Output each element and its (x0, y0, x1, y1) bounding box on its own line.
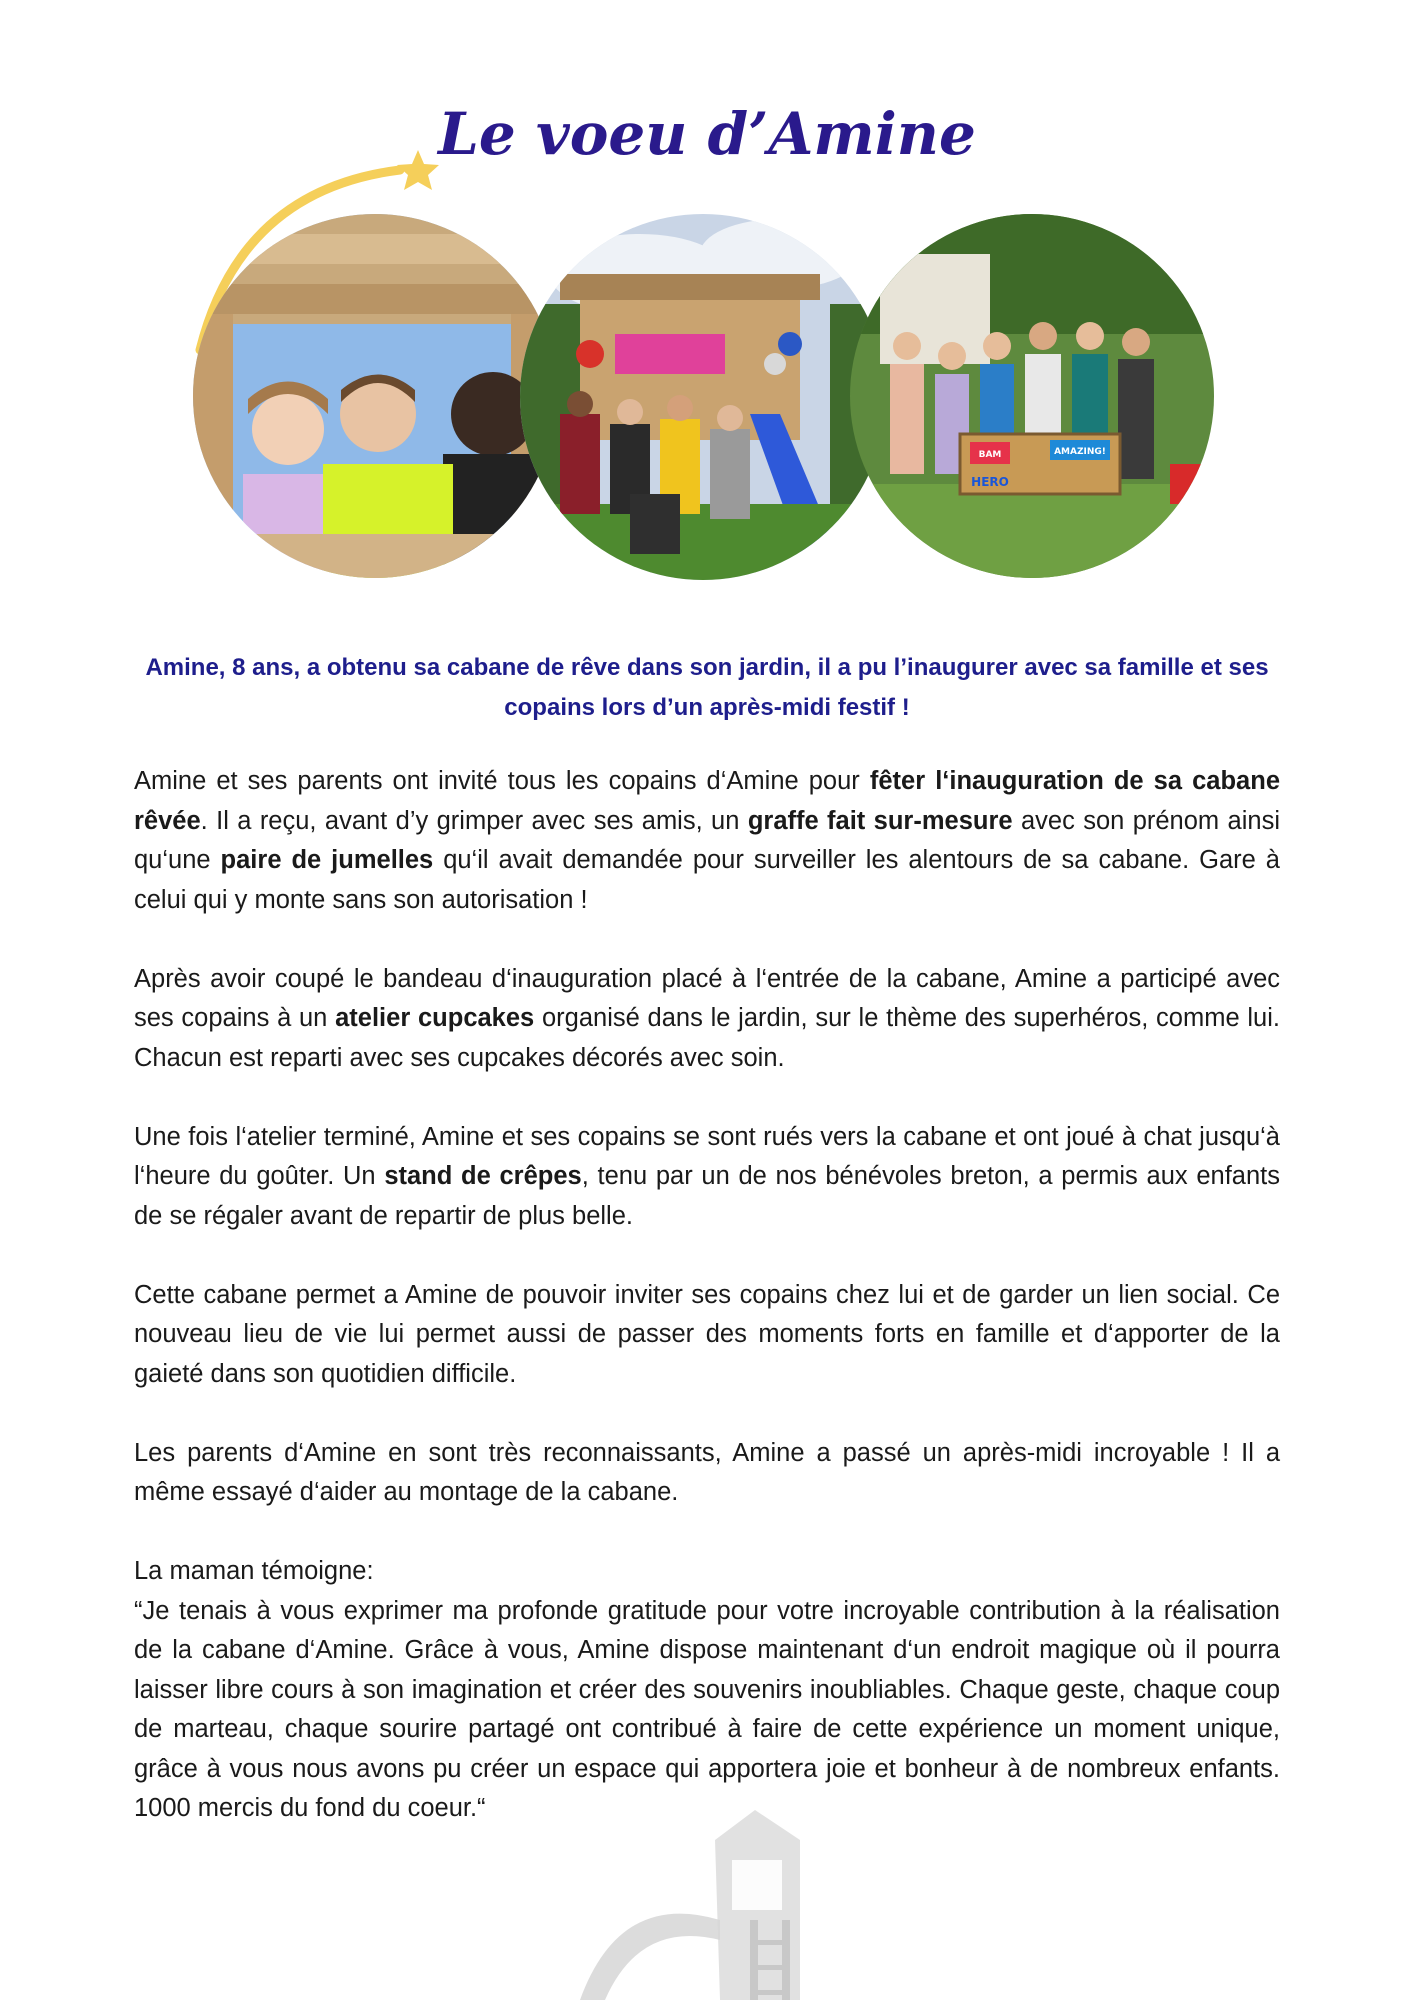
photo-kids-graffiti-sign (850, 214, 1214, 578)
highlight-jumelles: paire de jumelles (220, 846, 434, 874)
highlight-graffe: graffe fait sur-mesure (747, 806, 1013, 835)
text-segment: , tenu par un de nos bénévoles breton, a permis aux enfants de se régaler avant de repartir de plus belle. (134, 1162, 1280, 1230)
sign-bam: BAM (978, 450, 1002, 460)
text-segment: avec son prénom ainsi qu‘une (134, 806, 1280, 874)
testimony-intro: La maman témoigne: (134, 1557, 374, 1585)
photo-group-cabane-slide (520, 214, 886, 580)
highlight-atelier-cupcakes: atelier cupcakes (335, 1004, 535, 1032)
photo-amine-cabane-window (193, 214, 557, 578)
text-segment: organisé dans le jardin, sur le thème des superhéros, comme lui. Chacun est reparti avec ses cupcakes décorés avec soin. (134, 1004, 1280, 1072)
text-segment: Après avoir coupé le bandeau d‘inauguration placé à l‘entrée de la cabane, Amine a participé avec ses copains à un (134, 964, 1280, 1032)
page-title: Le voeu d’Amine (438, 100, 976, 168)
photo-collage (0, 150, 1414, 630)
paragraph-parents: Les parents d‘Amine en sont très reconnaissants, Amine a passé un après-midi incroyable ! Il a même essayé d‘aider au montage de la cabane. (134, 1438, 1280, 1506)
cabane-slide-watermark-icon (560, 1800, 860, 2000)
paragraph-crepes (134, 1118, 1280, 1237)
highlight-stand-crepes: stand de crêpes (384, 1162, 582, 1190)
paragraph-testimony (134, 1552, 1280, 1829)
highlight-inauguration: fêter l‘inauguration de sa cabane rêvée (134, 767, 1280, 835)
star-icon (397, 150, 439, 190)
testimony-quote: “Je tenais à vous exprimer ma profonde gratitude pour votre incroyable contribution à la réalisation de la cabane d‘Amine. Grâce à vous, Amine dispose maintenant d‘un endroit magique où il pourra laisser libre cours à son imagination et créer des souvenirs inoubliables. Chaque geste, chaque coup de marteau, chaque sourire partagé ont contribué à faire de cette expérience un moment unique, grâce à vous nous avons pu créer un espace qui apportera joie et bonheur à de nombreux enfants. 1000 mercis du fond du coeur.“ (134, 1596, 1280, 1822)
intro-summary: Amine, 8 ans, a obtenu sa cabane de rêve dans son jardin, il a pu l’inaugurer avec sa famille et ses copains lors d’un après-midi festif ! (145, 654, 1269, 721)
text-segment: qu‘il avait demandée pour surveiller les alentours de sa cabane. Gare à celui qui y monte sans son autorisation ! (134, 846, 1280, 914)
text-segment: Amine et ses parents ont invité tous les copains d‘Amine pour (134, 767, 870, 795)
paragraph-inauguration (134, 762, 1280, 920)
article-body (134, 762, 1280, 1868)
paragraph-cupcakes (134, 960, 1280, 1079)
sign-hero: HERO (971, 475, 1009, 489)
paragraph-lien-social: Cette cabane permet a Amine de pouvoir inviter ses copains chez lui et de garder un lien social. Ce nouveau lieu de vie lui permet aussi de passer des moments forts en famille et d‘apporter de la gaieté dans son quotidien difficile. (134, 1280, 1280, 1388)
text-segment: . Il a reçu, avant d’y grimper avec ses amis, un (200, 806, 748, 835)
text-segment: Une fois l‘atelier terminé, Amine et ses copains se sont rués vers la cabane et ont joué à chat jusqu‘à l‘heure du goûter. Un (134, 1122, 1280, 1190)
sign-amazing: AMAZING! (1054, 447, 1106, 457)
